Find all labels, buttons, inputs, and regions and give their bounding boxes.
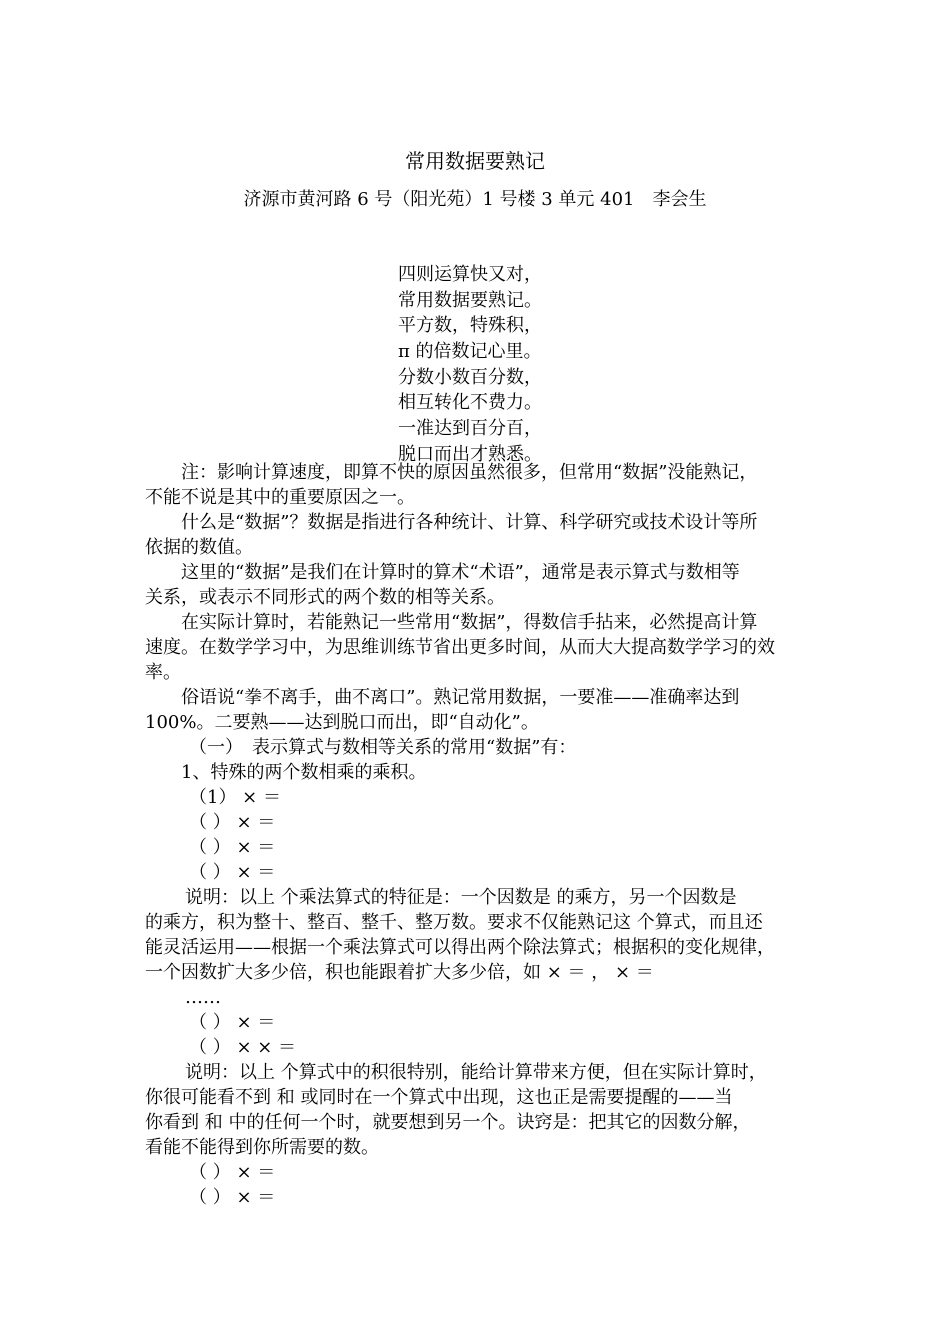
body-line: 1、特殊的两个数相乘的乘积。 [181,762,427,783]
equation-line: （1） × ＝ [189,787,281,808]
equation-line: （ ） × ＝ [189,837,276,858]
section-heading: （一） 表示算式与数相等关系的常用“数据”有： [189,737,577,758]
body-line: 依据的数值。 [145,537,253,558]
body-line: 的乘方，积为整十、整百、整千、整万数。要求不仅能熟记这 个算式，而且还 [145,912,763,933]
body-line: 不能不说是其中的重要原因之一。 [145,487,415,508]
body-line: 关系，或表示不同形式的两个数的相等关系。 [145,587,505,608]
body-line: 在实际计算时，若能熟记一些常用“数据”，得数信手拈来，必然提高计算 [181,612,758,633]
author-line: 济源市黄河路 6 号（阳光苑）1 号楼 3 单元 401 李会生 [243,189,707,210]
body-line: 这里的“数据”是我们在计算时的算术“术语”，通常是表示算式与数相等 [181,562,740,583]
body-line: 一个因数扩大多少倍，积也能跟着扩大多少倍，如 × ＝ ， × ＝ [145,962,654,983]
document-title: 常用数据要熟记 [405,149,545,173]
poem-line: π 的倍数记心里。 [398,341,542,363]
poem [398,262,658,468]
equation-line: （ ） × × ＝ [189,1037,297,1058]
equation-line: （ ） × ＝ [189,862,276,883]
poem-line: 相互转化不费力。 [398,392,542,414]
poem-line: 常用数据要熟记。 [398,289,542,311]
poem-line: 一准达到百分百， [398,418,542,440]
document-body [145,460,810,1210]
body-line: 说明：以上 个算式中的积很特别，能给计算带来方便，但在实际计算时， [185,1062,767,1083]
body-line: 什么是“数据”？数据是指进行各种统计、计算、科学研究或技术设计等所 [181,512,758,533]
poem-line: 四则运算快又对， [398,264,542,285]
poem-line: 平方数，特殊积， [398,315,542,337]
equation-line: （ ） × ＝ [189,1187,276,1208]
body-line: 你看到 和 中的任何一个时，就要想到另一个。诀窍是：把其它的因数分解， [145,1112,751,1133]
equation-line: （ ） × ＝ [189,1012,276,1033]
body-line: …… [185,987,221,1008]
equation-line: （ ） × ＝ [189,1162,276,1183]
body-line: 你很可能看不到 和 或同时在一个算式中出现，这也正是需要提醒的——当 [145,1087,733,1108]
body-line: 说明：以上 个乘法算式的特征是：一个因数是 的乘方，另一个因数是 [185,887,737,908]
poem-line: 脱口而出才熟悉。 [398,443,542,465]
body-line: 速度。在数学学习中，为思维训练节省出更多时间，从而大大提高数学学习的效 [145,637,775,658]
body-line: 注：影响计算速度，即算不快的原因虽然很多，但常用“数据”没能熟记， [181,462,758,483]
body-line: 俗语说“拳不离手，曲不离口”。熟记常用数据，一要准——准确率达到 [181,687,740,708]
body-line: 率。 [145,662,181,683]
poem-line: 分数小数百分数， [398,366,542,388]
body-line: 100%。二要熟——达到脱口而出，即“自动化”。 [145,712,539,733]
equation-line: （ ） × ＝ [189,812,276,833]
body-line: 看能不能得到你所需要的数。 [145,1137,379,1158]
body-line: 能灵活运用——根据一个乘法算式可以得出两个除法算式；根据积的变化规律， [145,937,775,958]
